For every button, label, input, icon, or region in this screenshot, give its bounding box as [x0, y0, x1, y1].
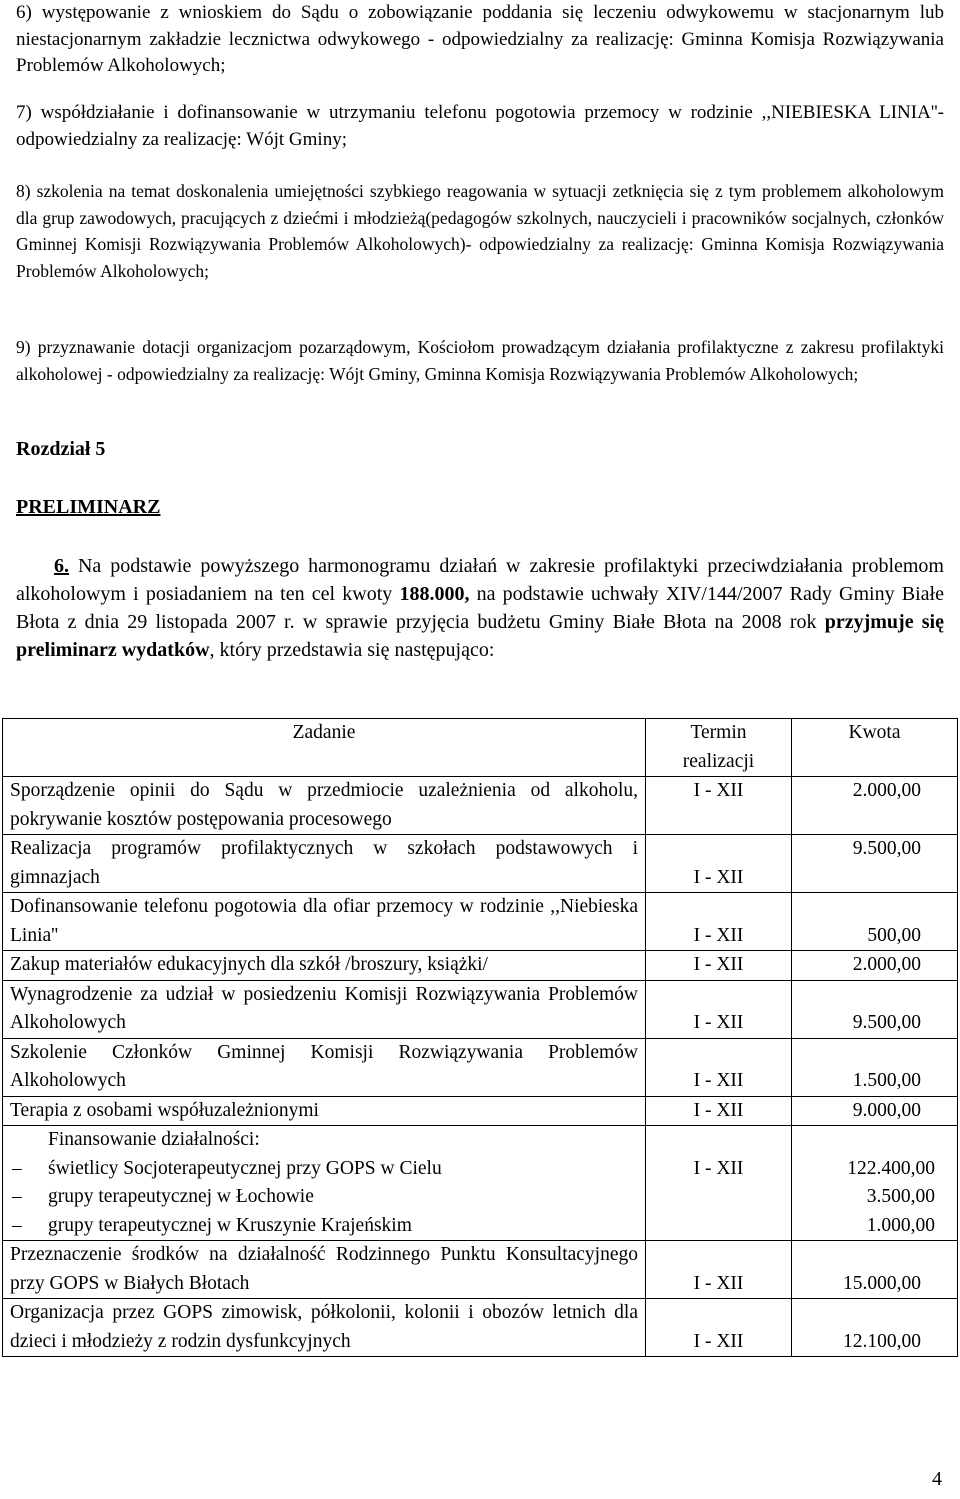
intro-paragraph — [16, 552, 944, 664]
section-title: PRELIMINARZ — [16, 496, 161, 518]
financing-amount: 3.500,00 — [866, 1186, 935, 1207]
financing-item: – grupy terapeutycznej w Łochowie — [10, 1183, 638, 1212]
row-task: Realizacja programów profilaktycznych w szkołach podstawowych i gimnazjach — [3, 835, 646, 893]
page-number: 4 — [932, 1468, 942, 1490]
table-row — [3, 1241, 958, 1299]
financing-term-cell — [646, 1126, 792, 1241]
table-row — [3, 951, 958, 981]
paragraph-7: 7) współdziałanie i dofinansowanie w utrzymaniu telefonu pogotowia przemocy w rodzinie ,,NIEBIESKA LINIA''- odpowiedzialny za realizację: Wójt Gminy; — [16, 102, 944, 150]
paragraph-9: 9) przyznawanie dotacji organizacjom pozarządowym, Kościołom prowadzącym działania profilaktyczne z zakresu profilaktyki alkoholowej - odpowiedzialny za realizację: Wójt Gminy, Gminna Komisja Rozwiązywania Problemów Alkoholowych; — [16, 337, 944, 384]
header-task: Zadanie — [3, 719, 646, 777]
row-amount: 9.000,00 — [792, 1096, 958, 1126]
intro-text-2: na podstawie uchwały XIV/144/2007 Rady Gminy Białe Błota z dnia 29 listopada 2007 r. w sprawie przyjęcia budżetu Gminy Białe Błota na 2008 rok — [16, 583, 944, 633]
row-term: I - XII — [646, 980, 792, 1038]
chapter-heading: Rozdział 5 — [16, 438, 106, 460]
table-row — [3, 777, 958, 835]
table-header-row — [3, 719, 958, 777]
financing-cell — [3, 1126, 646, 1241]
row-task: Szkolenie Członków Gminnej Komisji Rozwiązywania Problemów Alkoholowych — [3, 1038, 646, 1096]
row-task: Dofinansowanie telefonu pogotowia dla ofiar przemocy w rodzinie ,,Niebieska Linia'' — [3, 893, 646, 951]
row-task: Wynagrodzenie za udział w posiedzeniu Komisji Rozwiązywania Problemów Alkoholowych — [3, 980, 646, 1038]
table-row — [3, 1096, 958, 1126]
row-amount: 2.000,00 — [792, 951, 958, 981]
row-amount: 9.500,00 — [792, 980, 958, 1038]
row-task: Zakup materiałów edukacyjnych dla szkół /broszury, książki/ — [3, 951, 646, 981]
financing-term: I - XII — [693, 1157, 744, 1179]
row-task: Organizacja przez GOPS zimowisk, półkolonii, kolonii i obozów letnich dla dzieci i młodzieży z rodzin dysfunkcyjnych — [3, 1299, 646, 1357]
table-row — [3, 980, 958, 1038]
row-task: Sporządzenie opinii do Sądu w przedmiocie uzależnienia od alkoholu, pokrywanie kosztów postępowania procesowego — [3, 777, 646, 835]
row-amount: 15.000,00 — [792, 1241, 958, 1299]
row-term: I - XII — [646, 1241, 792, 1299]
row-term: I - XII — [646, 835, 792, 893]
row-term: I - XII — [646, 1299, 792, 1357]
paragraph-6: 6) występowanie z wnioskiem do Sądu o zobowiązanie poddania się leczeniu odwykowemu w stacjonarnym lub niestacjonarnym zakładzie lecznictwa odwykowego - odpowiedzialny za realizację: Gminna Komisja Rozwiązywania Problemów Alkoholowych; — [16, 2, 944, 76]
table-row-financing — [3, 1126, 958, 1241]
financing-amount: 1.000,00 — [866, 1214, 935, 1236]
row-amount: 500,00 — [792, 893, 958, 951]
paragraph-8: 8) szkolenia na temat doskonalenia umiejętności szybkiego reagowania w sytuacji zetknięcia się z tym problemem alkoholowym dla grup zawodowych, pracujących z dziećmi i młodzieżą(pedagogów szkolnych, nauczycieli i pracowników socjalnych, członków Gminnej Komisji Rozwiązywania Problemów Alkoholowych)- odpowiedzialny za realizację: Gminna Komisja Rozwiązywania Problemów Alkoholowych; — [16, 181, 944, 281]
financing-title: Finansowanie działalności: — [48, 1129, 260, 1150]
row-amount: 9.500,00 — [792, 835, 958, 893]
financing-amount: 122.400,00 — [847, 1157, 935, 1179]
row-term: I - XII — [646, 893, 792, 951]
header-amount: Kwota — [792, 719, 958, 777]
intro-text-1: Na podstawie powyższego harmonogramu działań w zakresie profilaktyki przeciwdziałania problemom alkoholowym i posiadaniem na ten cel kwoty — [16, 555, 944, 605]
table-row — [3, 1299, 958, 1357]
intro-number: 6. — [54, 555, 69, 577]
table-row — [3, 835, 958, 893]
financing-item: – świetlicy Socjoterapeutycznej przy GOPS w Cielu — [10, 1155, 638, 1184]
row-term: I - XII — [646, 951, 792, 981]
row-amount: 12.100,00 — [792, 1299, 958, 1357]
row-task: Przeznaczenie środków na działalność Rodzinnego Punktu Konsultacyjnego przy GOPS w Białych Błotach — [3, 1241, 646, 1299]
budget-table — [2, 718, 958, 1357]
row-term: I - XII — [646, 1096, 792, 1126]
row-term: I - XII — [646, 777, 792, 835]
row-amount: 1.500,00 — [792, 1038, 958, 1096]
intro-bold: przyjmuje się preliminarz wydatków — [16, 611, 944, 661]
table-row — [3, 1038, 958, 1096]
intro-text-3: , który przedstawia się następująco: — [209, 639, 495, 661]
table-row — [3, 893, 958, 951]
intro-amount: 188.000, — [399, 583, 470, 605]
row-amount: 2.000,00 — [792, 777, 958, 835]
row-task: Terapia z osobami współuzależnionymi — [3, 1096, 646, 1126]
header-term: Termin realizacji — [646, 719, 792, 777]
financing-item: – grupy terapeutycznej w Kruszynie Krajeńskim — [10, 1212, 638, 1241]
financing-amount-cell — [792, 1126, 958, 1241]
row-term: I - XII — [646, 1038, 792, 1096]
